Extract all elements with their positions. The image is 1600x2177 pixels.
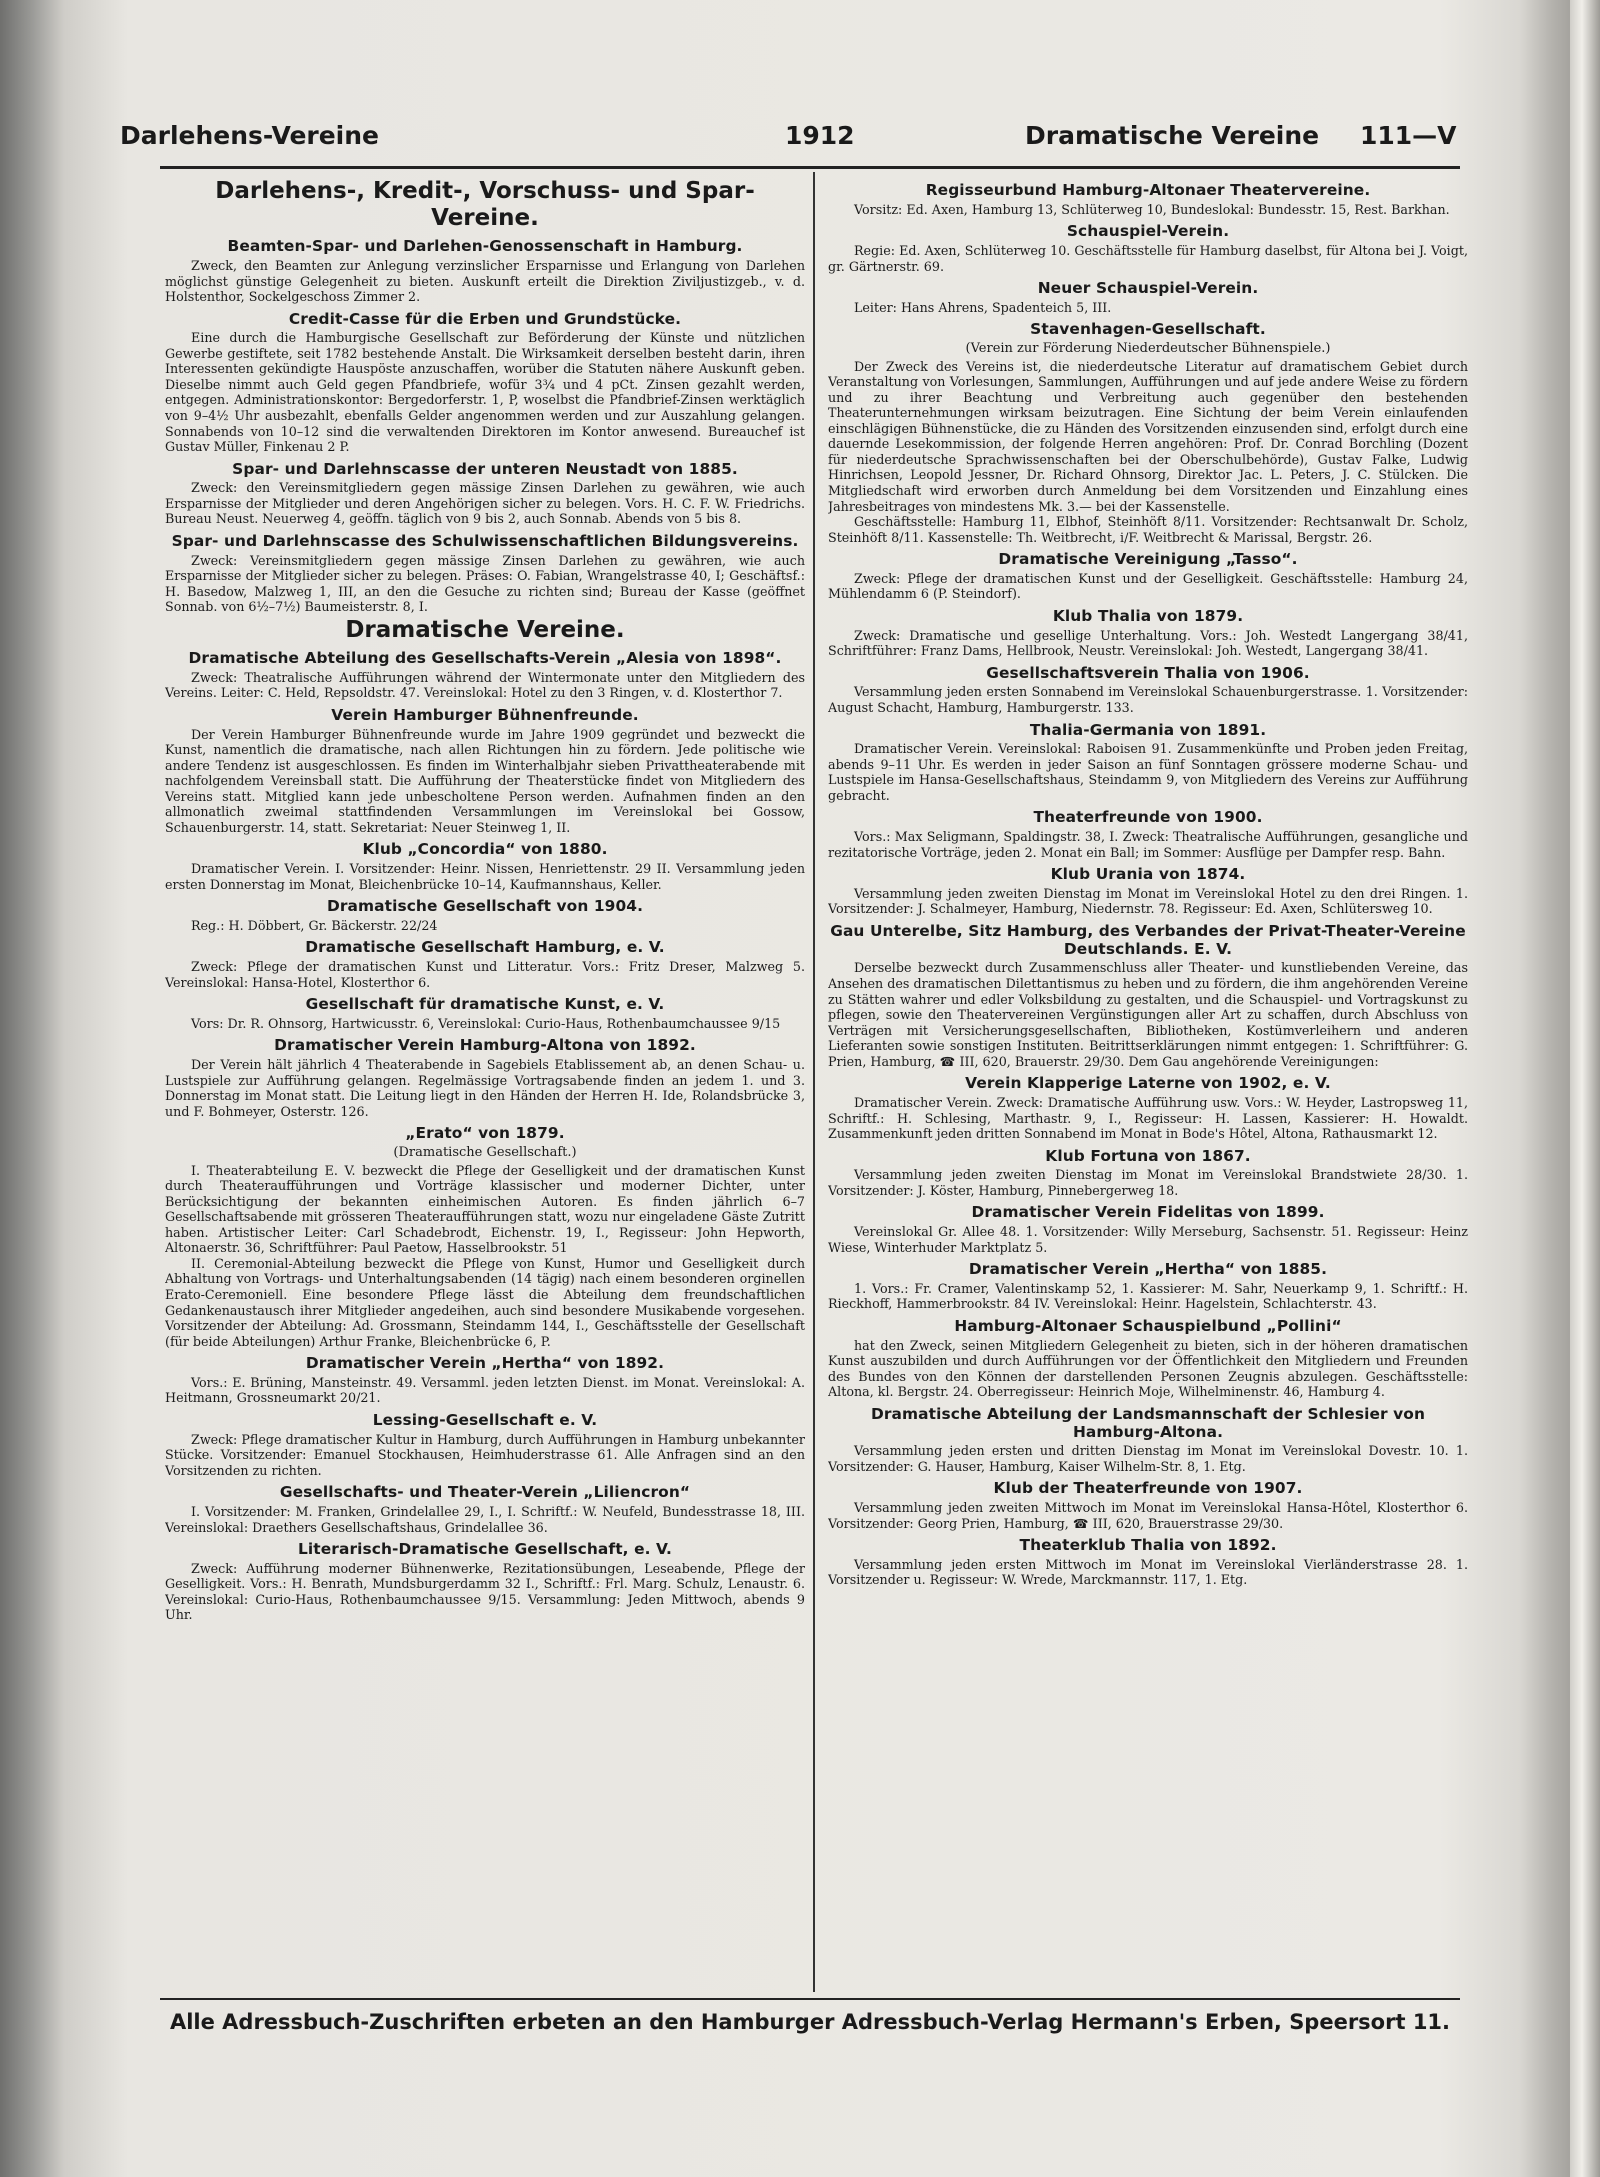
entry-text: Dramatischer Verein. Vereinslokal: Raboisen 91. Zusammenkünfte und Proben jeden Freitag, abends 9–11 Uhr. Es werden in jeder Saison an fünf Sonntagen grössere moderne Schau- und Lustspiele im Hansa-Gesellschaftshaus, Steindamm 9, von Mitgliedern des Vereins zur Aufführung gebracht. bbox=[828, 741, 1468, 803]
entry-heading: Klub Fortuna von 1867. bbox=[1045, 1146, 1251, 1165]
header-left-title: Darlehens-Vereine bbox=[120, 121, 380, 150]
entry-heading: Gau Unterelbe, Sitz Hamburg, des Verbandes der Privat-Theater-Vereine Deutschlands. E. V. bbox=[830, 922, 1466, 958]
entry-heading: Literarisch-Dramatische Gesellschaft, e. V. bbox=[297, 1540, 672, 1559]
entry-text: Der Verein Hamburger Bühnenfreunde wurde im Jahre 1909 gegründet und bezweckt die Kunst, namentlich die dramatische, nach allen Richtungen hin zu fördern. Jede politische wie andere Tendenz ist ausgeschlossen. Es finden im Winterhalbjahr sieben Privattheaterabende mit nachfolgendem Vereinsball statt. Die Aufführung der Theaterstücke findet von Mitgliedern des Vereins statt. Mitglied kann jede unbescholtene Person werden. Aufnahmen finden an den allmonatlich zweimal stattfindenden Versammlungen im Vereinslokal bei Gossow, Schauenburgerstr. 14, statt. Sekretariat: Neuer Steinweg 1, II. bbox=[165, 726, 805, 835]
entry-text: I. Theaterabteilung E. V. bezweckt die Pflege der Geselligkeit und der dramatischen Kunst durch Theateraufführungen und Vorträge klassischer und moderner Dichter, unter Berücksichtigung der bekannten einheimischen Autoren. Es finden jährlich 6–7 Gesellschaftsabende mit grösseren Theateraufführungen statt, wozu nur eingeladene Gäste Zutritt haben. Artistischer Leiter: Carl Schadebrodt, Eichenstr. 19, I., Regisseur: John Hepworth, Altonaerstr. 36, Schriftführer: Paul Paetow, Hasselbrookstr. 51 bbox=[165, 1162, 805, 1256]
entry-heading: Neuer Schauspiel-Verein. bbox=[1037, 279, 1259, 298]
entry-heading: Gesellschaft für dramatische Kunst, e. V. bbox=[305, 995, 665, 1014]
entry-heading: Schauspiel-Verein. bbox=[1066, 222, 1230, 241]
entry-text: Reg.: H. Döbbert, Gr. Bäckerstr. 22/24 bbox=[191, 917, 438, 933]
entry-text: Geschäftsstelle: Hamburg 11, Elbhof, Steinhöft 8/11. Vorsitzender: Rechtsanwalt Dr. Scholz, Steinhöft 8/11. Kassenstelle: Th. Weitbrecht, i/F. Weitbrecht & Marissal, Bergstr. 26. bbox=[828, 514, 1468, 545]
entry-heading: Dramatischer Verein „Hertha“ von 1885. bbox=[968, 1260, 1328, 1279]
right-column bbox=[828, 176, 1468, 1994]
page-edge bbox=[1570, 0, 1600, 2177]
entry-heading: Regisseurbund Hamburg-Altonaer Theatervereine. bbox=[925, 181, 1371, 199]
section-title: Darlehens-, Kredit-, Vorschuss- und Spar-Vereine. bbox=[215, 178, 755, 232]
entry-heading: Beamten-Spar- und Darlehen-Genossenschaft in Hamburg. bbox=[227, 237, 743, 256]
entry-text: Zweck: Theatralische Aufführungen während der Wintermonate unter den Mitgliedern des Vereins. Leiter: C. Held, Repsoldstr. 47. Vereinslokal: Hotel zu den 3 Ringen, v. d. Klosterthor 7. bbox=[165, 669, 805, 701]
entry-text: Versammlung jeden ersten Mittwoch im Monat im Vereinslokal Vierländerstrasse 28. 1. Vorsitzender u. Regisseur: W. Wrede, Marckmannstr. 117, 1. Etg. bbox=[828, 1556, 1468, 1588]
entry-heading: Dramatische Gesellschaft Hamburg, e. V. bbox=[305, 938, 665, 957]
entry-text: Leiter: Hans Ahrens, Spadenteich 5, III. bbox=[854, 299, 1112, 315]
entry-text: Regie: Ed. Axen, Schlüterweg 10. Geschäftsstelle für Hamburg daselbst, für Altona bei J. Voigt, gr. Gärtnerstr. 69. bbox=[828, 242, 1468, 274]
entry-heading: Spar- und Darlehnscasse des Schulwissenschaftlichen Bildungsvereins. bbox=[171, 532, 799, 551]
entry-text: Versammlung jeden zweiten Mittwoch im Monat im Vereinslokal Hansa-Hôtel, Klosterthor 6. Vorsitzender: Georg Prien, Hamburg, ☎ III, 620, Brauerstrasse 29/30. bbox=[828, 1500, 1468, 1531]
entry-text: Dramatischer Verein. Zweck: Dramatische Aufführung usw. Vors.: W. Heyder, Lastropsweg 11, Schriftf.: H. Schlesing, Marthastr. 9, I., Regisseur: H. Lassen, Kassierer: H. Howaldt. Zusammenkunft jeden dritten Sonnabend im Monat in Bode's Hôtel, Altona, Rathausmarkt 12. bbox=[828, 1094, 1468, 1142]
entry-heading: Klub Urania von 1874. bbox=[1050, 865, 1246, 884]
header-rule bbox=[160, 166, 1460, 169]
entry-subtitle: (Verein zur Förderung Niederdeutscher Bühnenspiele.) bbox=[965, 341, 1331, 356]
entry-heading: Dramatische Abteilung des Gesellschafts-Verein „Alesia von 1898“. bbox=[188, 649, 782, 668]
entry-heading: Hamburg-Altonaer Schauspielbund „Pollini“ bbox=[954, 1317, 1342, 1335]
section-title: Dramatische Vereine. bbox=[345, 616, 625, 643]
entry-heading: Gesellschafts- und Theater-Verein „Liliencron“ bbox=[279, 1483, 691, 1502]
entry-heading: Theaterklub Thalia von 1892. bbox=[1019, 1536, 1277, 1555]
entry-text: Zweck: Aufführung moderner Bühnenwerke, Rezitationsübungen, Leseabende, Pflege der Geselligkeit. Vors.: H. Benrath, Mundsburgerdamm 32 I., Schriftf.: Frl. Marg. Schulz, Lenaustr. 6. Vereinslokal: Curio-Haus, Rothenbaumchaussee 9/15. Versammlung: Jeden Mittwoch, abends 9 Uhr. bbox=[165, 1560, 805, 1623]
entry-text: Versammlung jeden ersten und dritten Dienstag im Monat im Vereinslokal Dovestr. 10. 1. Vorsitzender: G. Hauser, Hamburg, Kaiser Wilhelm-Str. 8, 1. Etg. bbox=[828, 1443, 1468, 1474]
entry-text: Zweck: Pflege der dramatischen Kunst und Litteratur. Vors.: Fritz Dreser, Malzweg 5. Vereinslokal: Hansa-Hotel, Klosterthor 6. bbox=[165, 959, 805, 990]
entry-heading: Dramatische Abteilung der Landsmannschaft der Schlesier von Hamburg-Altona. bbox=[870, 1404, 1426, 1441]
entry-text: Derselbe bezweckt durch Zusammenschluss aller Theater- und kunstliebenden Vereine, das Ansehen des dramatischen Dilettantismus zu heben und zu fördern, die ihm angehörenden Vereine zu Stätten wahrer und edler Volksbildung zu gestalten, und die Schauspiel- und Vortragskunst zu pflegen, sowie den Theatervereinen Vergünstigungen aller Art zu schaffen, durch Abschluss von Verträgen mit Versicherungsgesellschaften, Bibliotheken, Kostümverleihern und anderen Lieferanten sowie sonstigen Instituten. Beitrittserklärungen nimmt entgegen: 1. Schriftführer: G. Prien, Hamburg, ☎ III, 620, Brauerstr. 29/30. Dem Gau angehörende Vereinigungen: bbox=[828, 960, 1468, 1069]
entry-heading: Dramatischer Verein Fidelitas von 1899. bbox=[971, 1203, 1325, 1222]
entry-heading: Klub der Theaterfreunde von 1907. bbox=[993, 1479, 1303, 1498]
entry-heading: Stavenhagen-Gesellschaft. bbox=[1030, 320, 1266, 339]
entry-heading: Klub Thalia von 1879. bbox=[1052, 606, 1244, 625]
entry-heading: Klub „Concordia“ von 1880. bbox=[362, 840, 608, 859]
entry-heading: Spar- und Darlehnscasse der unteren Neustadt von 1885. bbox=[232, 459, 738, 478]
entry-text: Vereinslokal Gr. Allee 48. 1. Vorsitzender: Willy Merseburg, Sachsenstr. 51. Regisseur: Heinz Wiese, Winterhuder Marktplatz 5. bbox=[828, 1224, 1468, 1255]
entry-text: Dramatischer Verein. I. Vorsitzender: Heinr. Nissen, Henriettenstr. 29 II. Versammlung jeden ersten Donnerstag im Monat, Bleichenbrücke 10–14, Kaufmannshaus, Keller. bbox=[165, 861, 805, 892]
entry-text: Zweck: Dramatische und gesellige Unterhaltung. Vors.: Joh. Westedt Langergang 38/41, Schriftführer: Franz Dams, Hellbrook, Neustr. Vereinslokal: Joh. Westedt, Langergang 38/41. bbox=[828, 627, 1468, 659]
entry-text: Zweck: den Vereinsmitgliedern gegen mässige Zinsen Darlehen zu gewähren, wie auch Ersparnisse der Mitglieder und deren Angehörigen sicher zu belegen. Vors. H. C. F. W. Friedrichs. Bureau Neust. Neuerweg 4, geöffn. täglich von 9 bis 2, auch Sonnab. Abends von 5 bis 8. bbox=[165, 480, 805, 527]
entry-heading: Verein Klapperige Laterne von 1902, e. V. bbox=[965, 1074, 1331, 1093]
entry-text: Zweck: Pflege dramatischer Kultur in Hamburg, durch Aufführungen in Hamburg unbekannter Stücke. Vorsitzender: Emanuel Stockhausen, Heimhuderstrasse 61. Alle Anfragen sind an den Vorsitzenden zu richten. bbox=[165, 1431, 805, 1478]
entry-text: Zweck: Pflege der dramatischen Kunst und der Geselligkeit. Geschäftsstelle: Hamburg 24, Mühlendamm 6 (P. Steindorf). bbox=[828, 570, 1468, 602]
entry-text: hat den Zweck, seinen Mitgliedern Gelegenheit zu bieten, sich in der höheren dramatischen Kunst auszubilden und durch Aufführungen vor der Öffentlichkeit den Mitgliedern und Freunden des Bundes von den Können der darstellenden Personen Zeugnis abzulegen. Geschäftsstelle: Altona, kl. Bergstr. 24. Oberregisseur: Heinrich Moje, Wilhelminenstr. 46, Hamburg 4. bbox=[828, 1337, 1468, 1400]
entry-heading: Dramatische Vereinigung „Tasso“. bbox=[998, 550, 1298, 569]
entry-text: Zweck: Vereinsmitgliedern gegen mässige Zinsen Darlehen zu gewähren, wie auch Ersparnisse der Mitglieder sicher zu belegen. Präses: O. Fabian, Wrangelstrasse 40, I; Geschäftsf.: H. Basedow, Malzweg 1, III, an den die Gesuche zu richten sind; Bureau der Kasse (geöffnet Sonnab. von 6½–7½) Baumeisterstr. 8, I. bbox=[165, 552, 805, 615]
entry-text: Der Zweck des Vereins ist, die niederdeutsche Literatur auf dramatischem Gebiet durch Veranstaltung von Vorlesungen, Sammlungen, Aufführungen und auf jede andere Weise zu fördern und zu ihrer Beachtung und Verbreitung auch gegenüber den bestehenden Theaterunternehmungen wirksam beizutragen. Eine Sichtung der beim Verein einlaufenden einschlägigen Bühnenstücke, die zu Händen des Vorsitzenden einzusenden sind, erfolgt durch eine dauernde Lesekommission, der folgende Herren angehören: Prof. Dr. Conrad Borchling (Dozent für niederdeutsche Sprachwissenschaften bei der Oberschulbehörde), Gustav Falke, Ludwig Hinrichsen, Leopold Jessner, Dr. Richard Ohnsorg, Direktor Jac. L. Peters, J. C. Stülcken. Die Mitgliedschaft wird erworben durch Anmeldung bei dem Vorsitzenden und Einzahlung eines Jahresbeitrages von mindestens Mk. 3.— bei der Kassenstelle. bbox=[828, 358, 1468, 514]
left-column bbox=[165, 176, 805, 1994]
entry-text: Vorsitz: Ed. Axen, Hamburg 13, Schlüterweg 10, Bundeslokal: Bundesstr. 15, Rest. Barkhan. bbox=[854, 201, 1450, 217]
entry-heading: „Erato“ von 1879. bbox=[405, 1124, 565, 1143]
entry-text: Zweck, den Beamten zur Anlegung verzinslicher Ersparnisse und Erlangung von Darlehen möglichst günstige Gelegenheit zu bieten. Auskunft erteilt die Direktion Ziviljustizgeb., v. d. Holstenthor, Sockelgeschoss Zimmer 2. bbox=[165, 257, 805, 305]
entry-text: Vors.: Max Seligmann, Spaldingstr. 38, I. Zweck: Theatralische Aufführungen, gesangliche und rezitatorische Vorträge, jeden 2. Monat ein Ball; im Sommer: Ausflüge per Dampfer resp. Bahn. bbox=[828, 829, 1468, 860]
entry-text: I. Vorsitzender: M. Franken, Grindelallee 29, I., I. Schriftf.: W. Neufeld, Bundesstrasse 18, III. Vereinslokal: Draethers Gesellschaftshaus, Grindelallee 36. bbox=[165, 1504, 805, 1535]
entry-heading: Dramatischer Verein Hamburg-Altona von 1892. bbox=[274, 1036, 696, 1055]
entry-heading: Dramatische Gesellschaft von 1904. bbox=[326, 897, 644, 916]
entry-text: Der Verein hält jährlich 4 Theaterabende in Sagebiels Etablissement ab, an denen Schau- u. Lustspiele zur Aufführung gelangen. Regelmässige Vortragsabende finden an jedem 1. und 3. Donnerstag im Monat statt. Die Leitung liegt in den Händen der Herren H. Ide, Rolandsbrücke 3, und F. Bohmeyer, Osterstr. 126. bbox=[165, 1057, 805, 1119]
entry-text: Eine durch die Hamburgische Gesellschaft zur Beförderung der Künste und nützlichen Gewerbe gestiftete, seit 1782 bestehende Anstalt. Die Wirksamkeit derselben besteht darin, ihren Interessenten gekündigte Hauspöste anzuschaffen, worüber die Statuten nähere Auskunft geben. Dieselbe nimmt auch Geld gegen Pfandbriefe, wofür 3¾ und 4 pCt. Zinsen gezahlt werden, entgegen. Administrationskontor: Bergedorferstr. 1, P, woselbst die Pfandbrief-Zinsen werktäglich von 9–4½ Uhr ausbezahlt, ebenfalls Gelder angenommen werden und zur Auszahlung gelangen. Sonnabends von 10–12 sind die verwaltenden Direktoren im Kontor anwesend. Bureauchef ist Gustav Müller, Finkenau 2 P. bbox=[165, 330, 805, 455]
header-year: 1912 bbox=[785, 121, 855, 150]
entry-subtitle: (Dramatische Gesellschaft.) bbox=[393, 1145, 577, 1161]
entry-text: II. Ceremonial-Abteilung bezweckt die Pflege von Kunst, Humor und Geselligkeit durch Abhaltung von Vortrags- und Unterhaltungsabenden (14 tägig) nach einem besonderen orginellen Erato-Ceremoniell. Eine besondere Pflege lässt die Abteilung dem freundschaftlichen Gedankenaustausch ihrer Mitglieder angedeihen, auch sind besondere Musikabende vorgesehen. Vorsitzender der Abteilung: Ad. Grossmann, Steindamm 144, I., Geschäftsstelle der Gesellschaft (für beide Abteilungen) Arthur Franke, Bleichenbrücke 6, P. bbox=[165, 1255, 805, 1349]
entry-text: Versammlung jeden zweiten Dienstag im Monat im Vereinslokal Brandstwiete 28/30. 1. Vorsitzender: J. Köster, Hamburg, Pinnebergerweg 18. bbox=[828, 1167, 1468, 1198]
entry-heading: Gesellschaftsverein Thalia von 1906. bbox=[986, 663, 1310, 682]
entry-heading: Verein Hamburger Bühnenfreunde. bbox=[331, 705, 639, 724]
footer-notice: Alle Adressbuch-Zuschriften erbeten an den Hamburger Adressbuch-Verlag Hermann's Erben, Speersort 11. bbox=[169, 2010, 1451, 2034]
entry-text: Vors: Dr. R. Ohnsorg, Hartwicusstr. 6, Vereinslokal: Curio-Haus, Rothenbaumchaussee 9/15 bbox=[191, 1015, 781, 1031]
entry-text: 1. Vors.: Fr. Cramer, Valentinskamp 52, 1. Kassierer: M. Sahr, Neuerkamp 9, 1. Schriftf.: H. Rieckhoff, Hammerbrookstr. 84 IV. Vereinslokal: Heinr. Hagelstein, Schlachterstr. 43. bbox=[828, 1280, 1468, 1312]
entry-heading: Theaterfreunde von 1900. bbox=[1033, 808, 1263, 827]
header-page-number: 111—V bbox=[1360, 121, 1457, 150]
entry-heading: Credit-Casse für die Erben und Grundstücke. bbox=[288, 309, 682, 328]
running-header bbox=[120, 115, 1470, 155]
entry-heading: Thalia-Germania von 1891. bbox=[1029, 720, 1267, 739]
entry-text: Versammlung jeden zweiten Dienstag im Monat im Vereinslokal Hotel zu den drei Ringen. 1. Vorsitzender: J. Schalmeyer, Hamburg, Niedernstr. 78. Regisseur: Ed. Axen, Schlütersweg 10. bbox=[828, 885, 1468, 917]
entry-heading: Lessing-Gesellschaft e. V. bbox=[372, 1411, 598, 1429]
footer-rule bbox=[160, 1998, 1460, 2000]
entry-text: Vors.: E. Brüning, Mansteinstr. 49. Versamml. jeden letzten Dienst. im Monat. Vereinslokal: A. Heitmann, Grossneumarkt 20/21. bbox=[165, 1374, 805, 1406]
column-divider bbox=[813, 172, 815, 1992]
entry-text: Versammlung jeden ersten Sonnabend im Vereinslokal Schauenburgerstrasse. 1. Vorsitzender: August Schacht, Hamburg, Hamburgerstr. 133. bbox=[828, 684, 1468, 715]
entry-heading: Dramatischer Verein „Hertha“ von 1892. bbox=[305, 1354, 665, 1373]
header-right-title: Dramatische Vereine bbox=[1025, 121, 1320, 150]
